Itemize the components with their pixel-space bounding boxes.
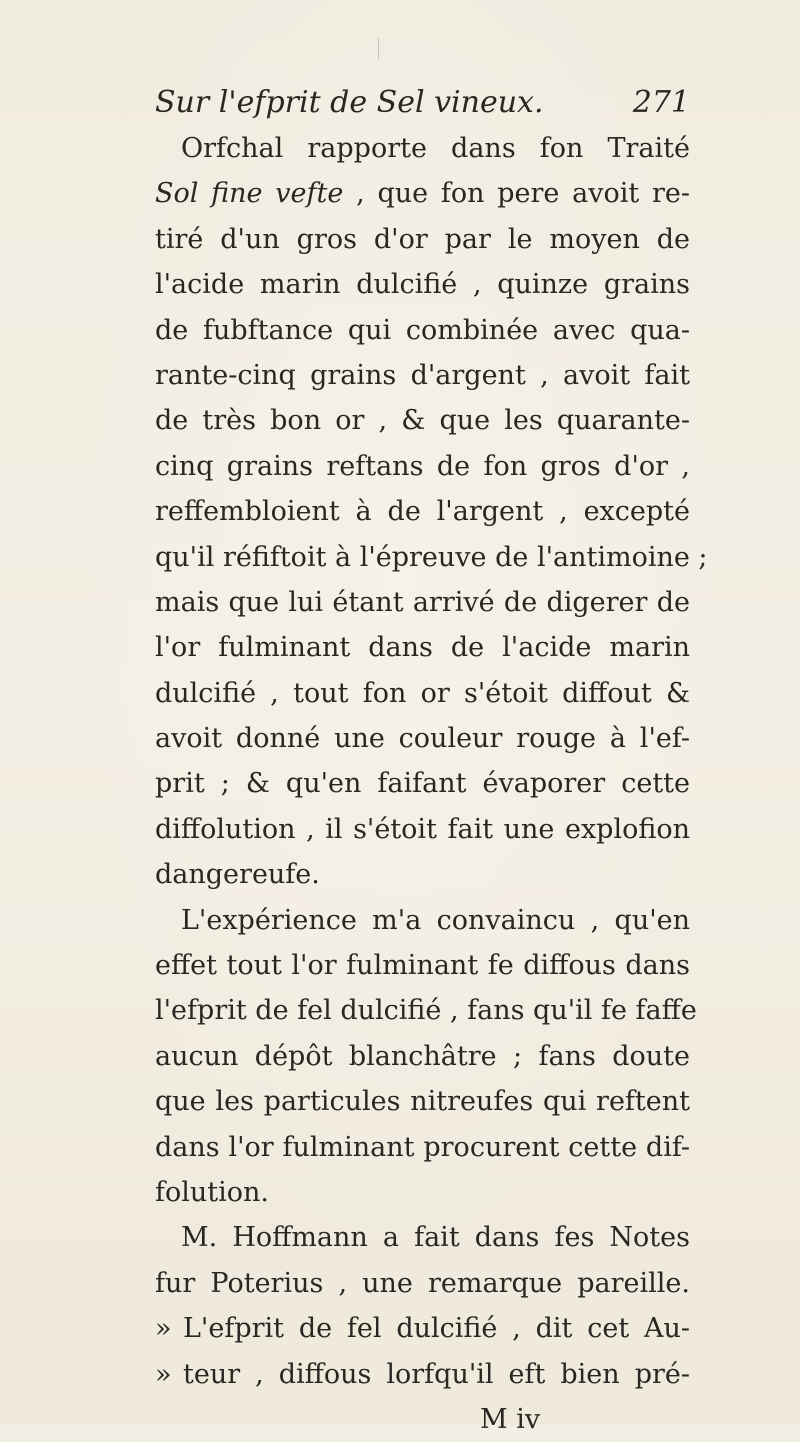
- text-line-2: [155, 171, 690, 216]
- text-line-5: de fubftance qui combinée avec qua-: [155, 314, 690, 346]
- text-line-21: aucun dépôt blanchâtre ; fans doute: [155, 1040, 690, 1072]
- text-line-4: l'acide marin dulcifié , quinze grains: [155, 269, 690, 301]
- text-line-11: mais que lui étant arrivé de digerer de: [155, 586, 690, 618]
- text-line-19: effet tout l'or fulminant fe diffous dans: [155, 950, 690, 982]
- text-line-23: dans l'or fulminant procurent cette dif-: [155, 1131, 690, 1163]
- signature-mark: M iv: [480, 1403, 541, 1435]
- text-line-28: [155, 1352, 690, 1397]
- text-line-28-body: teur , diffous lorfqu'il eft bien pré-: [183, 1358, 690, 1390]
- text-line-25: M. Hoffmann a fait dans fes Notes: [181, 1222, 690, 1254]
- text-line-2-rest: , que fon pere avoit re-: [343, 178, 691, 210]
- text-line-27: [155, 1306, 690, 1351]
- quote-mark: »: [155, 1358, 172, 1390]
- text-line-14: avoit donné une couleur rouge à l'ef-: [155, 723, 690, 755]
- text-line-6: rante-cinq grains d'argent , avoit fait: [155, 359, 690, 391]
- text-block: [155, 80, 708, 1442]
- text-line-12: l'or fulminant dans de l'acide marin: [155, 632, 690, 664]
- text-line-16: diffolution , il s'étoit fait une explofion: [155, 813, 690, 845]
- text-line-27-body: L'efprit de fel dulcifié , dit cet Au-: [183, 1313, 690, 1345]
- text-line-1: Orfchal rapporte dans fon Traité: [181, 133, 690, 164]
- text-line-20: l'efprit de fel dulcifié , fans qu'il fe faffe: [155, 995, 697, 1027]
- text-line-15: prit ; & qu'en faifant évaporer cette: [155, 768, 690, 800]
- running-head: [155, 80, 690, 126]
- text-line-7: de très bon or , & que les quarante-: [155, 405, 690, 437]
- paper-mark: [378, 38, 379, 60]
- text-line-9: reffembloient à de l'argent , excepté: [155, 496, 690, 528]
- text-line-22: que les particules nitreufes qui reftent: [155, 1086, 690, 1118]
- quote-mark: »: [155, 1313, 172, 1345]
- text-line-18: L'expérience m'a convaincu , qu'en: [181, 904, 690, 936]
- text-line-3: tiré d'un gros d'or par le moyen de: [155, 223, 690, 255]
- page-number: 271: [632, 85, 690, 120]
- text-line-17: dangereufe.: [155, 859, 320, 891]
- text-line-10: qu'il réfiftoit à l'épreuve de l'antimoine ;: [155, 541, 708, 573]
- text-line-26: fur Poterius , une remarque pareille.: [155, 1267, 690, 1299]
- text-line-24: folution.: [155, 1176, 269, 1208]
- text-line-13: dulcifié , tout fon or s'étoit diffout &: [155, 677, 690, 709]
- italic-title: Sol fine vefte: [155, 178, 344, 210]
- running-head-title: Sur l'efprit de Sel vineux.: [155, 85, 544, 120]
- text-line-8: cinq grains reftans de fon gros d'or ,: [155, 450, 690, 482]
